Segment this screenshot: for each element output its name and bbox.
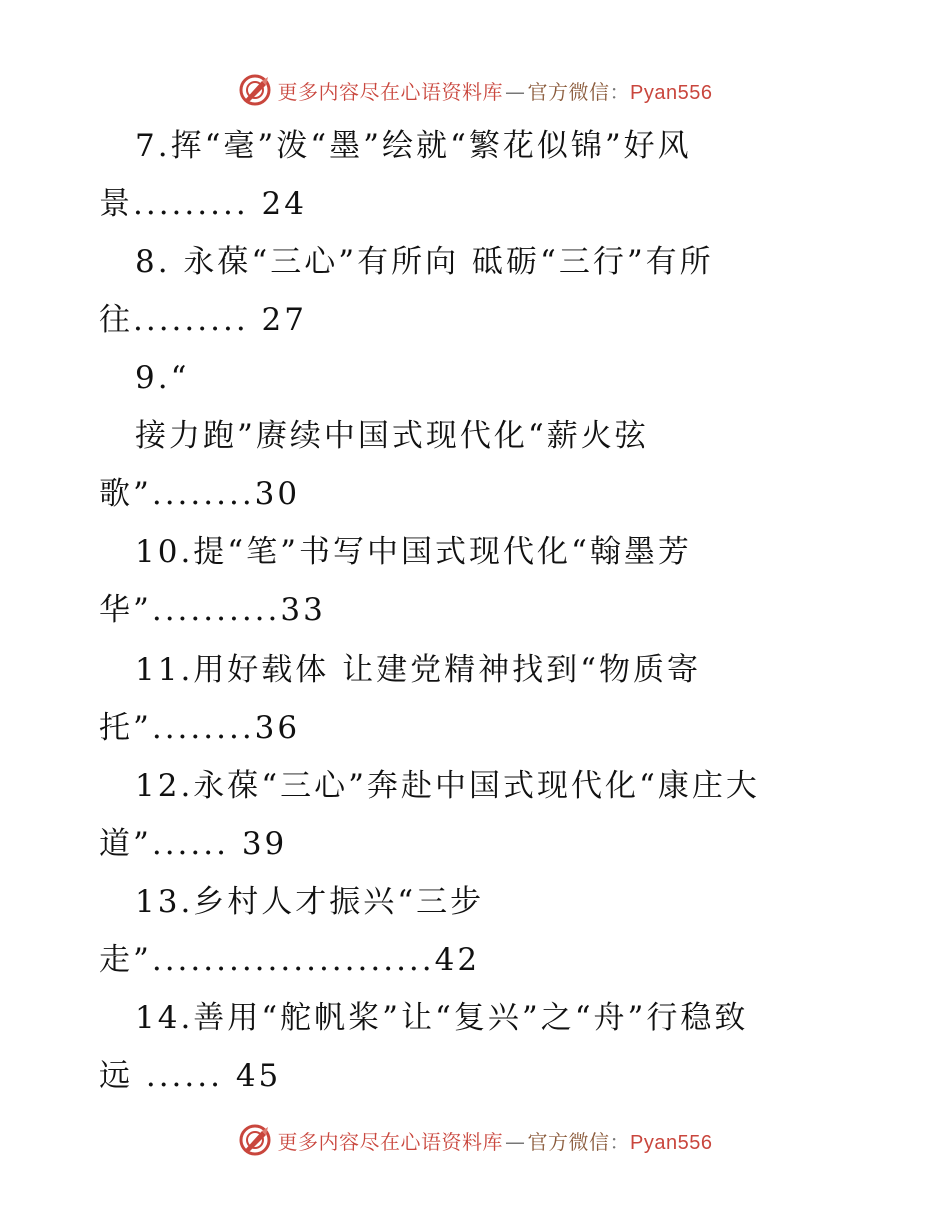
watermark-dash: — [505, 79, 526, 104]
toc-entry-13-title[interactable]: 13.乡村人才振兴“三步 [135, 884, 485, 920]
watermark-sub-text: 官方微信 [527, 1129, 610, 1154]
watermark-main-text: 更多内容尽在心语资料库 [277, 79, 504, 104]
toc-entry-10-page[interactable]: 华”..........33 [99, 592, 326, 628]
toc-entry-12-title[interactable]: 12.永葆“三心”奔赴中国式现代化“康庄大 [135, 768, 760, 804]
toc-entry-13-page[interactable]: 走”......................42 [99, 942, 481, 978]
toc-entry-9-number[interactable]: 9.“ [135, 360, 190, 396]
toc-entry-8-title[interactable]: 8. 永葆“三心”有所向 砥砺“三行”有所 [135, 244, 714, 280]
toc-entry-7-page[interactable]: 景......... 24 [99, 186, 307, 222]
watermark-main-text: 更多内容尽在心语资料库 [277, 1129, 504, 1154]
watermark-text [278, 1126, 713, 1155]
toc-entry-8-page[interactable]: 往......... 27 [99, 302, 307, 338]
toc-entry-11-page[interactable]: 托”........36 [99, 710, 301, 746]
header-watermark [0, 70, 950, 110]
toc-entry-10-title[interactable]: 10.提“笔”书写中国式现代化“翰墨芳 [135, 534, 692, 570]
pen-logo-icon [238, 1123, 272, 1157]
toc-entry-9-title[interactable]: 接力跑”赓续中国式现代化“薪火弦 [135, 418, 649, 454]
watermark-text [278, 76, 713, 105]
toc-entry-14-page[interactable]: 远 ...... 45 [99, 1058, 282, 1094]
watermark-separator: ： [609, 79, 631, 104]
pen-logo-icon [238, 73, 272, 107]
footer-watermark [0, 1120, 950, 1160]
toc-entry-14-title[interactable]: 14.善用“舵帆桨”让“复兴”之“舟”行稳致 [135, 1000, 749, 1036]
watermark-separator: ： [609, 1129, 631, 1154]
toc-entry-7-title[interactable]: 7.挥“毫”泼“墨”绘就“繁花似锦”好风 [135, 128, 692, 164]
toc-entry-9-page[interactable]: 歌”........30 [99, 476, 301, 512]
toc-entry-11-title[interactable]: 11.用好载体 让建党精神找到“物质寄 [135, 652, 702, 688]
watermark-wechat-id: Pyan556 [630, 81, 713, 104]
watermark-sub-text: 官方微信 [527, 79, 610, 104]
toc-entry-12-page[interactable]: 道”...... 39 [99, 826, 288, 862]
watermark-dash: — [505, 1129, 526, 1154]
watermark-wechat-id: Pyan556 [630, 1131, 713, 1154]
